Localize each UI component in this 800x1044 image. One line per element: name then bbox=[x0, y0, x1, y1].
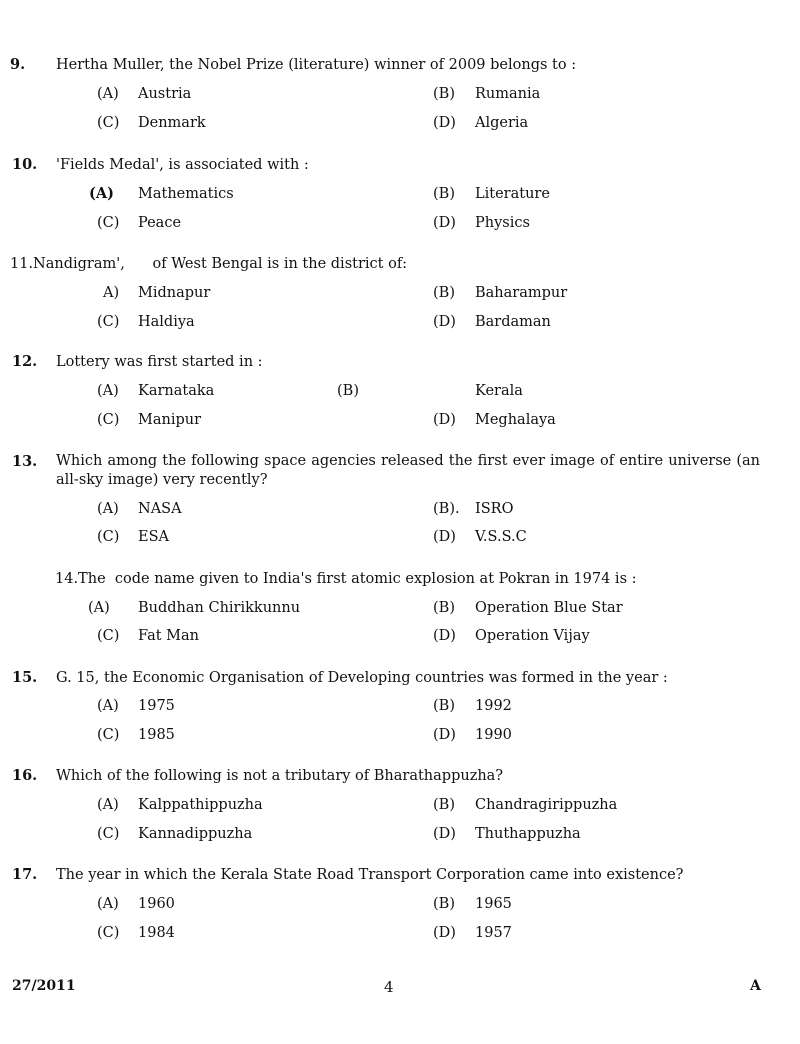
question-number: 16. bbox=[12, 767, 38, 784]
option-label: (B) bbox=[433, 896, 455, 912]
option-label: (D) bbox=[433, 727, 456, 743]
option-label: (C) bbox=[97, 215, 120, 231]
question-text: 'Fields Medal', is associated with : bbox=[56, 157, 309, 173]
question-text: Which among the following space agencies released the first ever image of entire universe (an all-sky image) very recently? bbox=[56, 453, 760, 488]
option-text: Haldiya bbox=[138, 314, 195, 330]
option-text: Kalppathippuzha bbox=[138, 797, 263, 813]
option-label: (B) bbox=[337, 383, 359, 399]
series-letter: A bbox=[750, 978, 761, 994]
option-text: Denmark bbox=[138, 115, 206, 131]
option-text: Thuthappuzha bbox=[475, 826, 581, 842]
option-text: ESA bbox=[138, 529, 169, 545]
option-label: (A) bbox=[97, 896, 119, 912]
option-text: Austria bbox=[138, 86, 192, 102]
option-text: V.S.S.C bbox=[475, 529, 527, 545]
option-text: Operation Vijay bbox=[475, 628, 590, 644]
question-number: 15. bbox=[12, 669, 38, 686]
option-text: Rumania bbox=[475, 86, 541, 102]
question-text: Lottery was first started in : bbox=[56, 354, 263, 370]
option-text: Peace bbox=[138, 215, 182, 231]
option-label: (B) bbox=[433, 600, 455, 616]
option-label: (D) bbox=[433, 529, 456, 545]
option-label: (D) bbox=[433, 314, 456, 330]
option-text: Literature bbox=[475, 186, 550, 202]
option-label: (C) bbox=[97, 412, 120, 428]
option-label: (B) bbox=[433, 285, 455, 301]
option-label: (B). bbox=[433, 501, 460, 517]
question-text: G. 15, the Economic Organisation of Developing countries was formed in the year : bbox=[56, 670, 668, 686]
option-text: 1992 bbox=[475, 698, 512, 714]
question-number: 9. bbox=[10, 56, 26, 73]
option-label: (C) bbox=[97, 628, 120, 644]
option-text: Operation Blue Star bbox=[475, 600, 623, 616]
page-number: 4 bbox=[384, 978, 394, 996]
option-text: Manipur bbox=[138, 412, 202, 428]
option-text: 1984 bbox=[138, 925, 175, 941]
question-number: 17. bbox=[12, 866, 38, 883]
option-label: (D) bbox=[433, 215, 456, 231]
option-text: Meghalaya bbox=[475, 412, 556, 428]
option-text: Algeria bbox=[475, 115, 529, 131]
option-label: (C) bbox=[97, 529, 120, 545]
question-number: 10. bbox=[12, 156, 38, 173]
option-label: (D) bbox=[433, 115, 456, 131]
option-label: (A) bbox=[97, 86, 119, 102]
option-text: Mathematics bbox=[138, 186, 234, 202]
option-label: (A) bbox=[97, 501, 119, 517]
option-text: ISRO bbox=[475, 501, 514, 517]
option-text: Chandragirippuzha bbox=[475, 797, 618, 813]
option-label: (B) bbox=[433, 86, 455, 102]
option-label: (C) bbox=[97, 925, 120, 941]
option-text: Buddhan Chirikkunnu bbox=[138, 600, 301, 616]
question-number: 13. bbox=[12, 453, 38, 470]
question-text: The year in which the Kerala State Road Transport Corporation came into existence? bbox=[56, 867, 684, 883]
option-text: Fat Man bbox=[138, 628, 199, 644]
option-text: NASA bbox=[138, 501, 182, 517]
question-number: 12. bbox=[12, 353, 38, 370]
option-text: Karnataka bbox=[138, 383, 215, 399]
option-text: 1960 bbox=[138, 896, 175, 912]
option-label: (C) bbox=[97, 826, 120, 842]
option-text: Midnapur bbox=[138, 285, 211, 301]
option-text: 1990 bbox=[475, 727, 512, 743]
option-text: 1965 bbox=[475, 896, 512, 912]
option-label: (A) bbox=[97, 383, 119, 399]
option-text: 1957 bbox=[475, 925, 512, 941]
option-label: (A) bbox=[97, 698, 119, 714]
option-label: (C) bbox=[97, 115, 120, 131]
option-label: (B) bbox=[433, 698, 455, 714]
option-label: (A) bbox=[97, 797, 119, 813]
question-text: Hertha Muller, the Nobel Prize (literature) winner of 2009 belongs to : bbox=[56, 57, 577, 73]
option-label: (D) bbox=[433, 826, 456, 842]
paper-code: 27/2011 bbox=[12, 978, 76, 994]
option-label: (D) bbox=[433, 925, 456, 941]
option-text: 1985 bbox=[138, 727, 175, 743]
option-label: A) bbox=[103, 285, 120, 301]
option-label: (C) bbox=[97, 727, 120, 743]
question-text: Which of the following is not a tributary of Bharathappuzha? bbox=[56, 768, 504, 784]
option-label: (A) bbox=[88, 600, 110, 616]
option-text: Bardaman bbox=[475, 314, 551, 330]
option-label: (B) bbox=[433, 797, 455, 813]
option-label: (C) bbox=[97, 314, 120, 330]
option-label: (A) bbox=[89, 185, 114, 202]
question-text: 11.Nandigram', of West Bengal is in the district of: bbox=[10, 256, 408, 272]
option-label: (D) bbox=[433, 628, 456, 644]
option-text: 1975 bbox=[138, 698, 175, 714]
option-text: Physics bbox=[475, 215, 530, 231]
option-label: (B) bbox=[433, 186, 455, 202]
option-text: Kerala bbox=[475, 383, 523, 399]
option-text: Kannadippuzha bbox=[138, 826, 253, 842]
question-text: 14.The code name given to India's first atomic explosion at Pokran in 1974 is : bbox=[55, 571, 637, 587]
option-label: (D) bbox=[433, 412, 456, 428]
option-text: Baharampur bbox=[475, 285, 568, 301]
